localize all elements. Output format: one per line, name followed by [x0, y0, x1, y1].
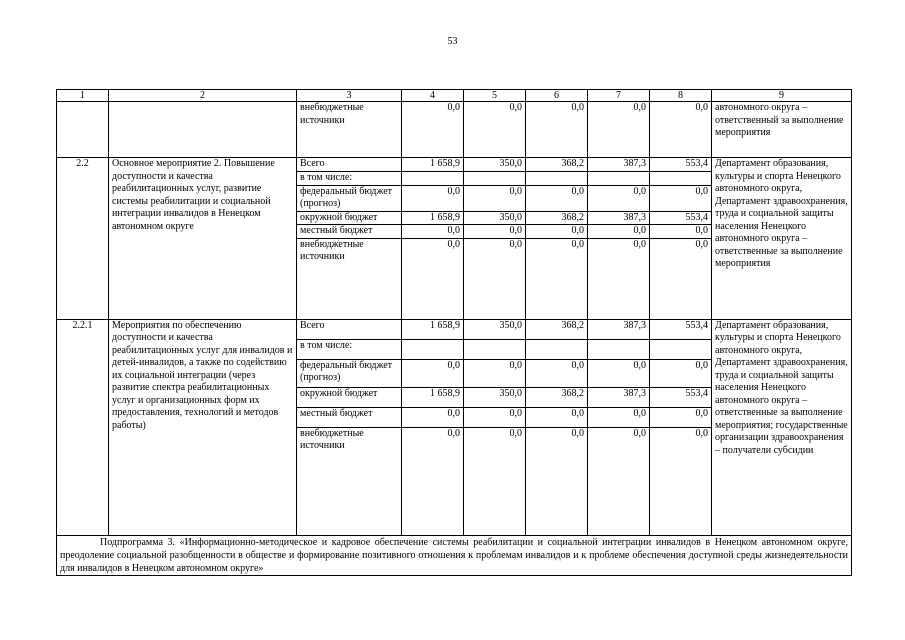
value-cell [526, 339, 588, 359]
value-cell: 553,4 [650, 387, 712, 407]
value-cell: 0,0 [588, 185, 650, 211]
value-cell: 0,0 [402, 225, 464, 239]
header-cell: 1 [57, 90, 109, 102]
value-cell: 0,0 [526, 102, 588, 158]
funding-source-cell: окружной бюджет [297, 387, 402, 407]
responsible-cell: Департамент образования, культуры и спорта Ненецкого автономного округа, Департамент здравоохранения, труда и социальной защиты населения Ненецкого автономного округа – ответственные за выполнение мероприятия; государственные организации здравоохранения – получатели субсидии [712, 319, 852, 535]
funding-source-cell: Всего [297, 158, 402, 172]
header-cell: 3 [297, 90, 402, 102]
value-cell [402, 172, 464, 186]
value-cell: 387,3 [588, 387, 650, 407]
value-cell: 0,0 [650, 427, 712, 535]
funding-source-cell: федеральный бюджет (прогноз) [297, 185, 402, 211]
value-cell [650, 172, 712, 186]
table-row [57, 102, 852, 158]
funding-source-cell: внебюджетные источники [297, 102, 402, 158]
value-cell: 0,0 [650, 102, 712, 158]
funding-table [56, 89, 852, 576]
table-row [57, 158, 852, 172]
value-cell: 0,0 [588, 102, 650, 158]
value-cell: 0,0 [464, 225, 526, 239]
value-cell: 368,2 [526, 319, 588, 339]
header-cell: 5 [464, 90, 526, 102]
funding-source-cell: местный бюджет [297, 407, 402, 427]
subprogram-title: Подпрограмма 3. «Информационно-методическое и кадровое обеспечение системы реабилитации и социальной интеграции инвалидов в Ненецком автономном округе, преодоление социальной разобщенности в обществе и формирование позитивного отношения к проблемам инвалидов и к проблеме обеспечения доступной среды жизнедеятельности для инвалидов в Ненецком автономном округе» [60, 536, 848, 574]
funding-source-cell: в том числе: [297, 339, 402, 359]
value-cell [650, 339, 712, 359]
row-name-cell: Основное мероприятие 2. Повышение доступности и качества реабилитационных услуг, развитие системы реабилитации и социальной интеграции инвалидов в Ненецком автономном округе [109, 158, 297, 320]
value-cell: 1 658,9 [402, 158, 464, 172]
header-cell: 7 [588, 90, 650, 102]
row-number-cell [57, 102, 109, 158]
header-cell: 4 [402, 90, 464, 102]
header-cell: 2 [109, 90, 297, 102]
funding-source-cell: местный бюджет [297, 225, 402, 239]
value-cell: 0,0 [588, 238, 650, 319]
row-number-cell: 2.2.1 [57, 319, 109, 535]
value-cell: 0,0 [402, 185, 464, 211]
funding-source-cell: в том числе: [297, 172, 402, 186]
funding-source-cell: внебюджетные источники [297, 427, 402, 535]
value-cell: 0,0 [464, 407, 526, 427]
table-row [57, 319, 852, 339]
value-cell: 0,0 [464, 238, 526, 319]
page-number: 53 [447, 36, 458, 47]
row-number-cell: 2.2 [57, 158, 109, 320]
table-row [57, 535, 852, 575]
value-cell [588, 339, 650, 359]
value-cell: 0,0 [526, 407, 588, 427]
value-cell [464, 172, 526, 186]
responsible-cell: автономного округа – ответственный за выполнение мероприятия [712, 102, 852, 158]
value-cell: 350,0 [464, 158, 526, 172]
header-cell: 8 [650, 90, 712, 102]
value-cell: 350,0 [464, 211, 526, 225]
value-cell [588, 172, 650, 186]
value-cell: 350,0 [464, 387, 526, 407]
value-cell: 0,0 [464, 185, 526, 211]
value-cell: 0,0 [526, 238, 588, 319]
row-name-cell [109, 102, 297, 158]
value-cell [526, 172, 588, 186]
responsible-cell: Департамент образования, культуры и спорта Ненецкого автономного округа, Департамент здравоохранения, труда и социальной защиты населения Ненецкого автономного округа – ответственные за выполнение мероприятия [712, 158, 852, 320]
value-cell [402, 339, 464, 359]
value-cell: 0,0 [464, 427, 526, 535]
row-name-cell: Мероприятия по обеспечению доступности и качества реабилитационных услуг для инвалидов и детей-инвалидов, а также по содействию их социальной интеграции (через развитие спектра реабилитационных услуг и организационных форм их предоставления, технологий и методов работы) [109, 319, 297, 535]
value-cell: 553,4 [650, 319, 712, 339]
value-cell: 350,0 [464, 319, 526, 339]
value-cell: 0,0 [588, 427, 650, 535]
value-cell: 0,0 [588, 359, 650, 387]
value-cell: 0,0 [650, 225, 712, 239]
funding-source-cell: окружной бюджет [297, 211, 402, 225]
value-cell: 553,4 [650, 211, 712, 225]
header-row [57, 90, 852, 102]
funding-source-cell: внебюджетные источники [297, 238, 402, 319]
value-cell: 0,0 [402, 238, 464, 319]
value-cell: 387,3 [588, 158, 650, 172]
value-cell: 368,2 [526, 158, 588, 172]
value-cell: 0,0 [588, 225, 650, 239]
value-cell: 1 658,9 [402, 211, 464, 225]
value-cell: 0,0 [526, 185, 588, 211]
value-cell: 0,0 [588, 407, 650, 427]
value-cell: 0,0 [650, 407, 712, 427]
value-cell [464, 339, 526, 359]
header-cell: 6 [526, 90, 588, 102]
value-cell: 368,2 [526, 387, 588, 407]
header-cell: 9 [712, 90, 852, 102]
value-cell: 553,4 [650, 158, 712, 172]
value-cell: 368,2 [526, 211, 588, 225]
value-cell: 0,0 [402, 359, 464, 387]
value-cell: 1 658,9 [402, 387, 464, 407]
value-cell: 0,0 [526, 359, 588, 387]
value-cell: 0,0 [402, 427, 464, 535]
value-cell: 0,0 [526, 427, 588, 535]
value-cell: 0,0 [402, 407, 464, 427]
value-cell: 0,0 [464, 102, 526, 158]
subprogram-title-cell [57, 535, 852, 575]
funding-source-cell: Всего [297, 319, 402, 339]
value-cell: 1 658,9 [402, 319, 464, 339]
funding-source-cell: федеральный бюджет (прогноз) [297, 359, 402, 387]
value-cell: 387,3 [588, 211, 650, 225]
value-cell: 387,3 [588, 319, 650, 339]
value-cell: 0,0 [402, 102, 464, 158]
value-cell: 0,0 [526, 225, 588, 239]
value-cell: 0,0 [650, 238, 712, 319]
value-cell: 0,0 [464, 359, 526, 387]
value-cell: 0,0 [650, 185, 712, 211]
value-cell: 0,0 [650, 359, 712, 387]
